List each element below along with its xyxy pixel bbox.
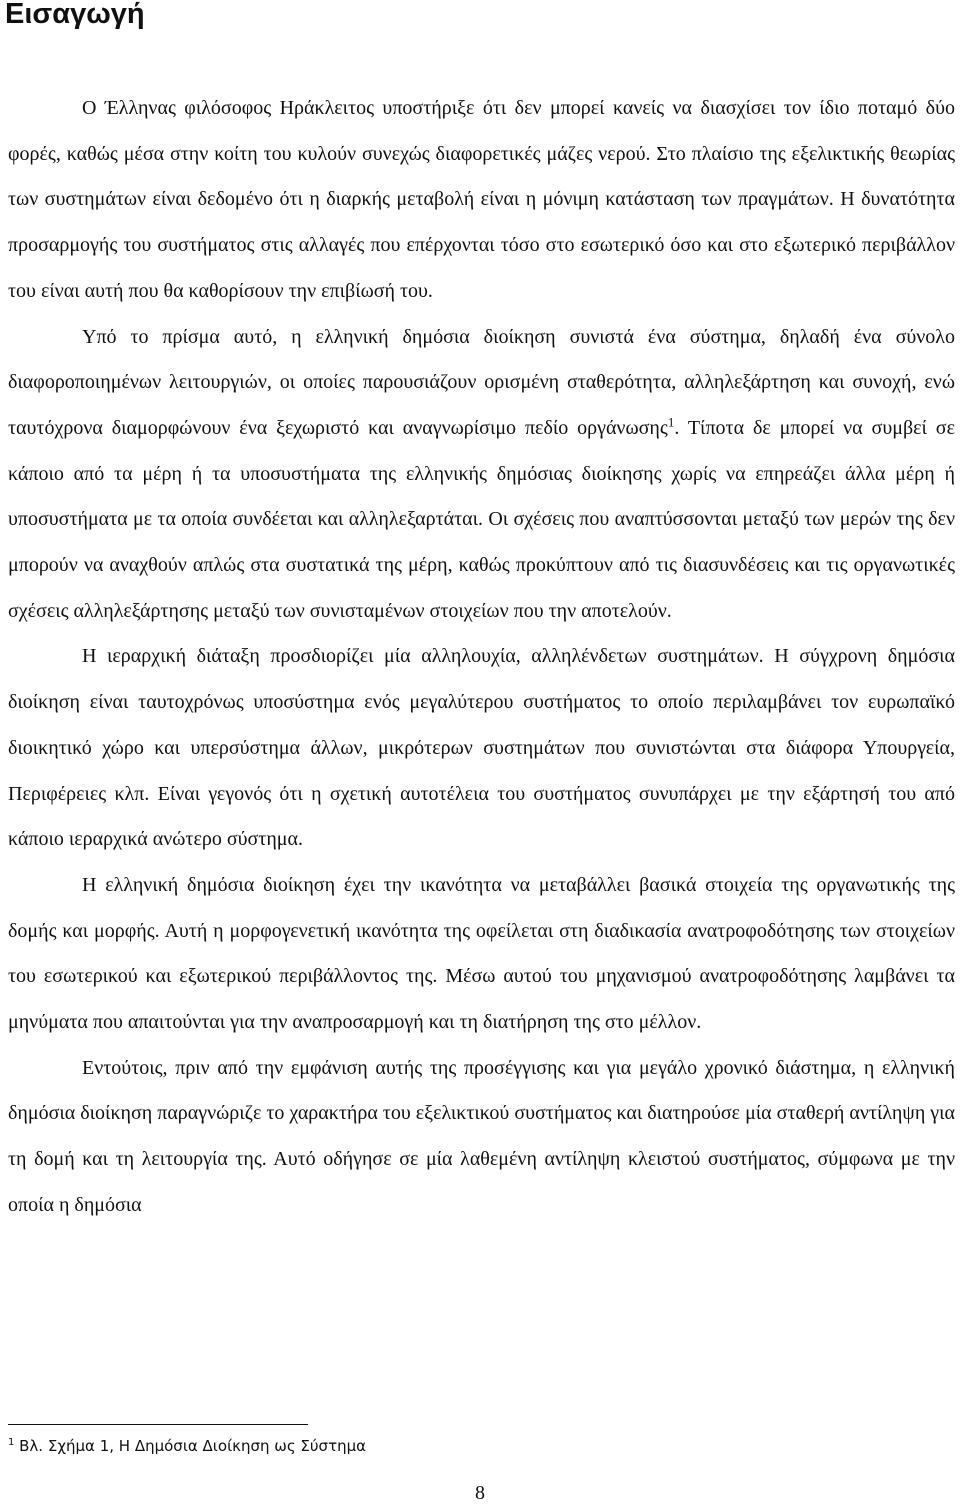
footnote-separator [8,1424,308,1425]
paragraph-1: Ο Έλληνας φιλόσοφος Ηράκλειτος υποστήριξε ότι δεν μπορεί κανείς να διασχίσει τον ίδιο ποταμό δύο φορές, καθώς μέσα στην κοίτη του κυλούν συνεχώς διαφορετικές μάζες νερού. Στο πλαίσιο της εξελικτικής θεωρίας των συστημάτων είναι δεδομένο ότι η διαρκής μεταβολή είναι η μόνιμη κατάσταση των πραγμάτων. Η δυνατότητα προσαρμογής του συστήματος στις αλλαγές που επέρχονται τόσο στο εσωτερικό όσο και στο εξωτερικό περιβάλλον του είναι αυτή που θα καθορίσουν την επιβίωσή του. [8,97,955,302]
page-number: 8 [475,1482,485,1504]
section-heading: Εισαγωγή [5,0,145,30]
paragraph-4: Η ελληνική δημόσια διοίκηση έχει την ικανότητα να μεταβάλλει βασικά στοιχεία της οργανωτικής της δομής και μορφής. Αυτή η μορφογενετική ικανότητα της οφείλεται στη διαδικασία ανατροφοδότησης των στοιχείων του εσωτερικού και εξωτερικού περιβάλλοντος της. Μέσω αυτού του μηχανισμού ανατροφοδότησης λαμβάνει τα μηνύματα που απαιτούνται για την αναπροσαρμογή και τη διατήρηση της στο μέλλον. [8,873,955,1034]
paragraph-5: Εντούτοις, πριν από την εμφάνιση αυτής της προσέγγισης και για μεγάλο χρονικό διάστημα, η ελληνική δημόσια διοίκηση παραγνώριζε το χαρακτήρα του εξελικτικού συστήματος και διατηρούσε μία σταθερή αντίληψη για τη δομή και τη λειτουργία της. Αυτό οδήγησε σε μία λαθεμένη αντίληψη κλειστού συστήματος, σύμφωνα με την οποία η δημόσια [8,1056,955,1216]
footnote-reference[interactable]: 1 [667,414,675,430]
paragraph-2-part-2: . Τίποτα δε μπορεί να συμβεί σε κάποιο από τα μέρη ή τα υποσυστήματα της ελληνικής δημόσιας διοίκησης χωρίς να επηρεάζει άλλα μέρη ή υποσυστήματα με τα οποία συνδέεται και αλληλεξαρτάται. Οι σχέσεις που αναπτύσσονται μεταξύ των μερών της δεν μπορούν να αναχθούν απλώς στα συστατικά της μέρη, καθώς προκύπτουν από τις διασυνδέσεις και τις οργανωτικές σχέσεις αλληλεξάρτησης μεταξύ των συνισταμένων στοιχείων που την αποτελούν. [8,416,955,622]
body-text [8,86,955,1229]
paragraph-3: Η ιεραρχική διάταξη προσδιορίζει μία αλληλουχία, αλληλένδετων συστημάτων. Η σύγχρονη δημόσια διοίκηση είναι ταυτοχρόνως υποσύστημα ενός μεγαλύτερου συστήματος το οποίο περιλαμβάνει τον ευρωπαϊκό διοικητικό χώρο και υπερσύστημα άλλων, μικρότερων συστημάτων που συνιστώνται στα διάφορα Υπουργεία, Περιφέρειες κλπ. Είναι γεγονός ότι η σχετική αυτοτέλεια του συστήματος συνυπάρχει με την εξάρτησή του από κάποιο ιεραρχικά ανώτερο σύστημα. [8,645,955,851]
footnote-number: 1 [8,1437,15,1448]
footnote-text: Βλ. Σχήμα 1, Η Δημόσια Διοίκηση ως Σύστημα [14,1437,367,1455]
paragraph-2 [8,315,955,635]
paragraph-2-part-1: Υπό το πρίσμα αυτό, η ελληνική δημόσια διοίκηση συνιστά ένα σύστημα, δηλαδή ένα σύνολο διαφοροποιημένων λειτουργιών, οι οποίες παρουσιάζουν ορισμένη σταθερότητα, αλληλεξάρτηση και συνοχή, ενώ ταυτόχρονα διαμορφώνουν ένα ξεχωριστό και αναγνωρίσιμο πεδίο οργάνωσης [8,325,955,439]
footnote [8,1433,366,1459]
